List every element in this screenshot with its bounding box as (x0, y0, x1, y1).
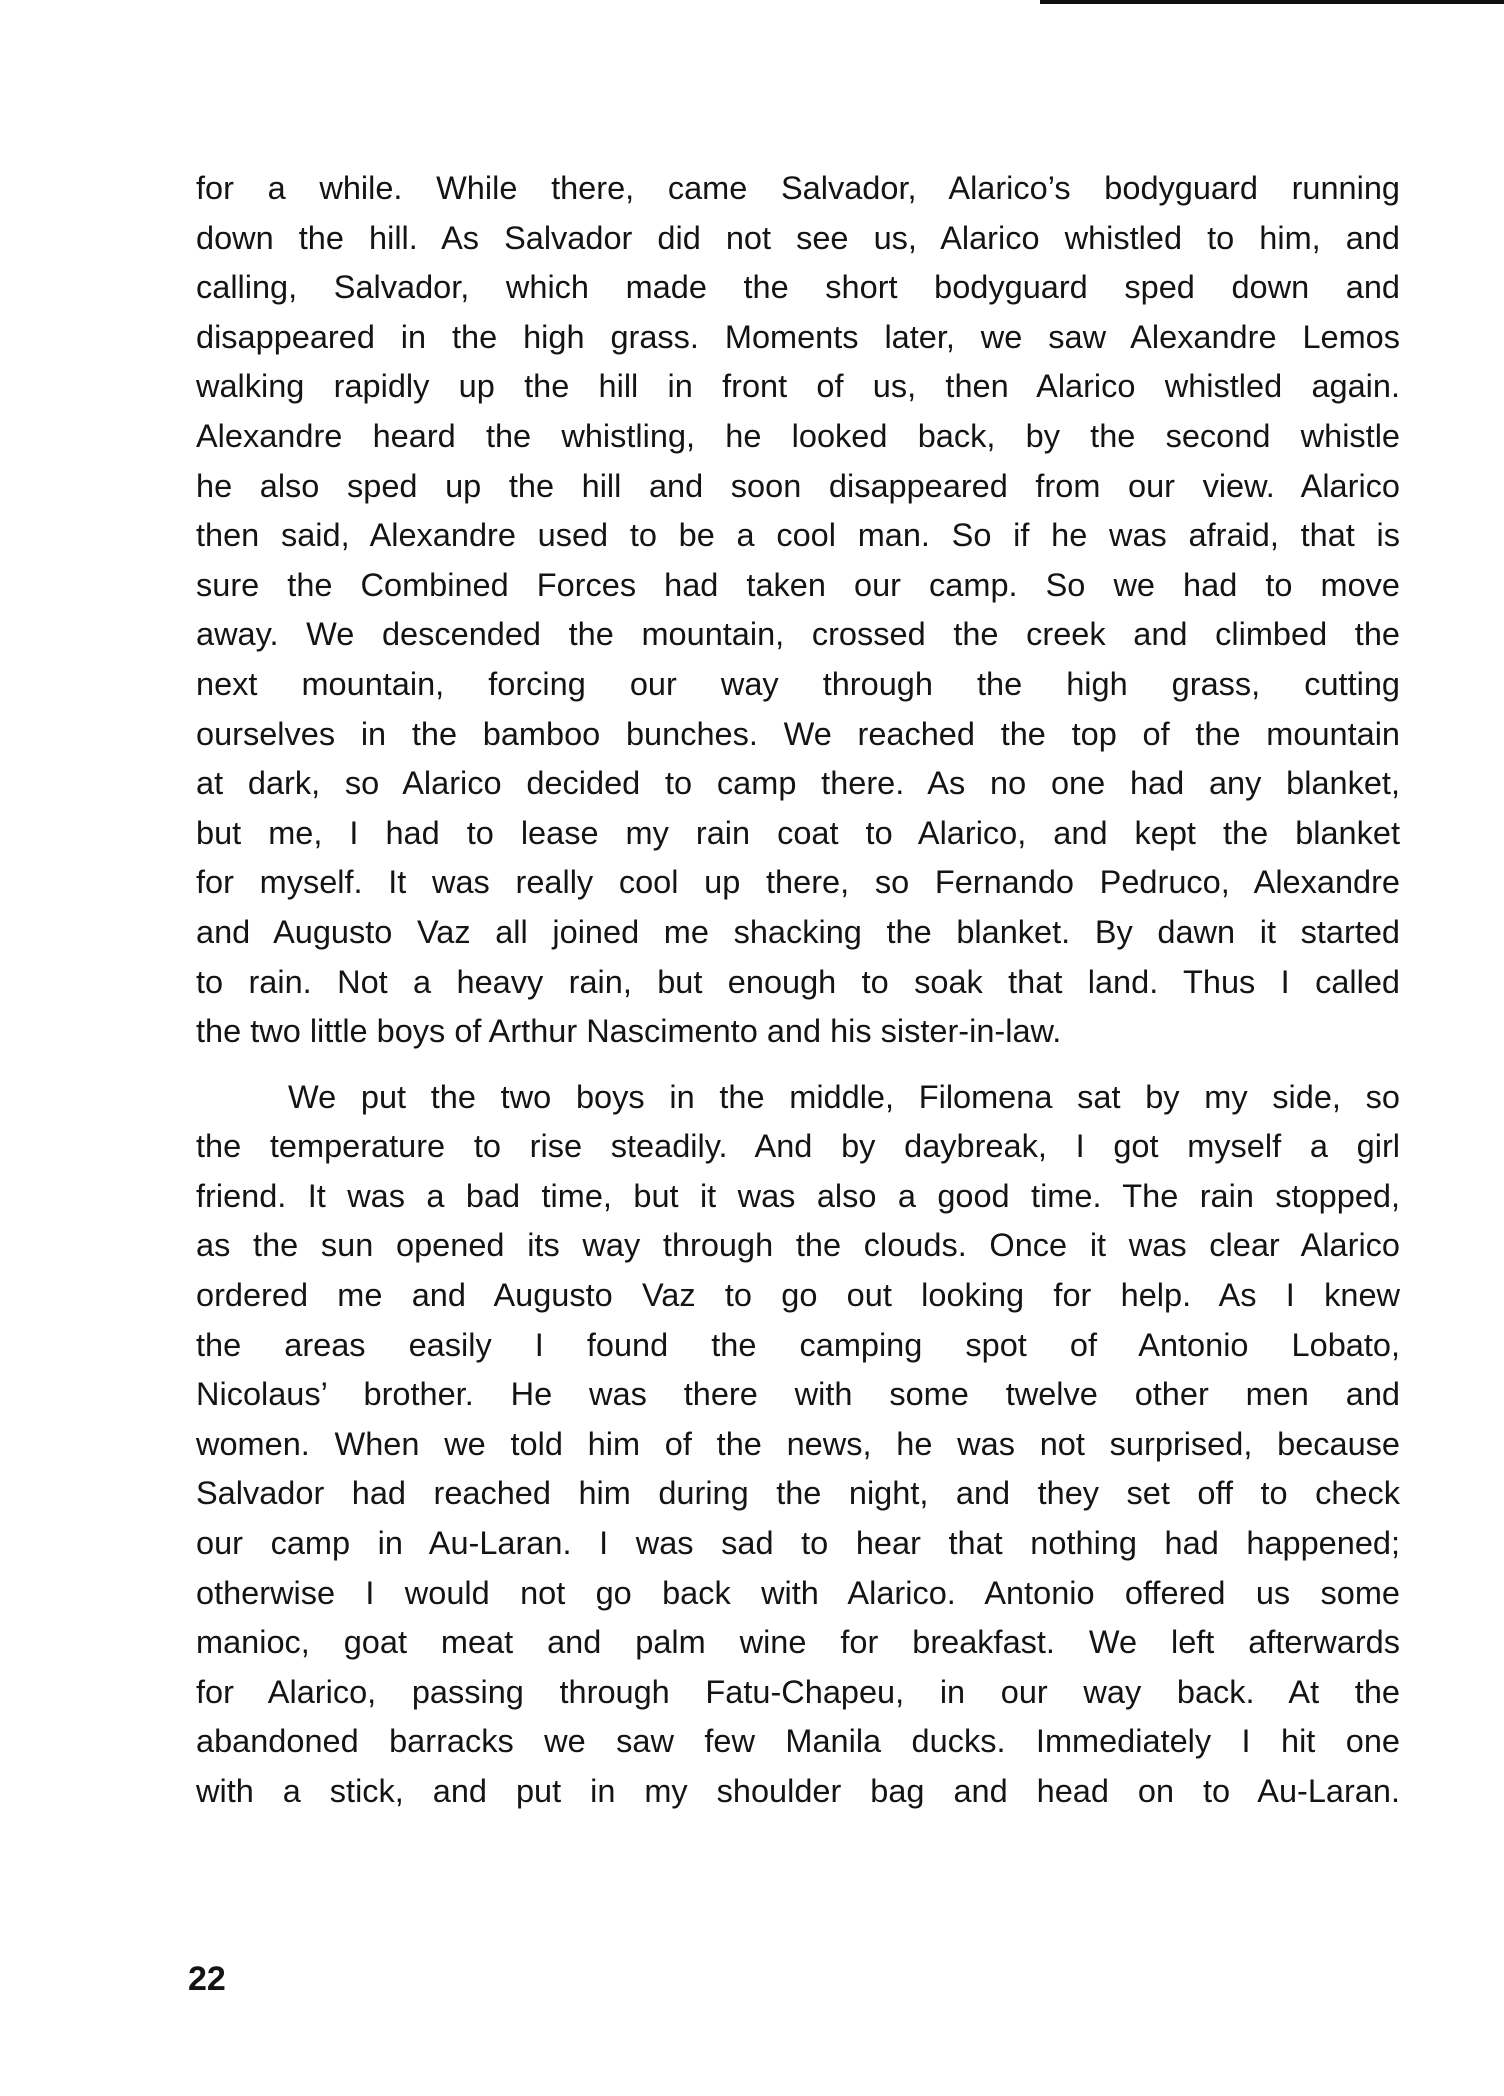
text-line: manioc, goat meat and palm wine for breakfast. We left afterwards (196, 1624, 1400, 1661)
text-line: and Augusto Vaz all joined me shacking the blanket. By dawn it started (196, 913, 1400, 950)
text-line: with a stick, and put in my shoulder bag and head on to Au-Laran. (196, 1773, 1400, 1809)
text-line: Nicolaus’ brother. He was there with some twelve other men and (196, 1376, 1400, 1413)
text-line: at dark, so Alarico decided to camp there. As no one had any blanket, (196, 765, 1400, 802)
text-line: for myself. It was really cool up there, so Fernando Pedruco, Alexandre (196, 864, 1400, 901)
text-line: he also sped up the hill and soon disappeared from our view. Alarico (196, 467, 1400, 504)
page-number: 22 (188, 1960, 226, 1998)
text-line: calling, Salvador, which made the short bodyguard sped down and (196, 269, 1400, 306)
text-line: ourselves in the bamboo bunches. We reached the top of the mountain (196, 715, 1400, 752)
paragraph-gap (196, 1057, 1400, 1073)
text-line: women. When we told him of the news, he was not surprised, because (196, 1425, 1400, 1462)
text-line: the temperature to rise steadily. And by daybreak, I got myself a girl (196, 1128, 1400, 1165)
text-line: as the sun opened its way through the clouds. Once it was clear Alarico (196, 1227, 1400, 1264)
text-line: Salvador had reached him during the night, and they set off to check (196, 1475, 1400, 1512)
text-line: disappeared in the high grass. Moments later, we saw Alexandre Lemos (196, 318, 1400, 355)
text-line: friend. It was a bad time, but it was also a good time. The rain stopped, (196, 1177, 1400, 1214)
text-line: our camp in Au-Laran. I was sad to hear that nothing had happened; (196, 1525, 1400, 1562)
text-line: Alexandre heard the whistling, he looked back, by the second whistle (196, 417, 1400, 454)
text-line: the areas easily I found the camping spot of Antonio Lobato, (196, 1326, 1400, 1363)
text-line: for Alarico, passing through Fatu-Chapeu, in our way back. At the (196, 1673, 1400, 1710)
text-line: We put the two boys in the middle, Filomena sat by my side, so (288, 1078, 1400, 1115)
top-rule (1040, 0, 1504, 4)
text-line: abandoned barracks we saw few Manila ducks. Immediately I hit one (196, 1723, 1400, 1760)
text-line: for a while. While there, came Salvador, Alarico’s bodyguard running (196, 170, 1400, 206)
text-line: away. We descended the mountain, crossed the creek and climbed the (196, 616, 1400, 653)
paragraph-1 (196, 164, 1400, 1057)
text-line: the two little boys of Arthur Nascimento and his sister-in-law. (196, 1013, 1062, 1050)
body-text (196, 164, 1400, 1817)
text-line: down the hill. As Salvador did not see us, Alarico whistled to him, and (196, 219, 1400, 256)
text-line: ordered me and Augusto Vaz to go out looking for help. As I knew (196, 1277, 1400, 1314)
paragraph-2 (196, 1073, 1400, 1817)
text-line: then said, Alexandre used to be a cool man. So if he was afraid, that is (196, 517, 1400, 554)
text-line: to rain. Not a heavy rain, but enough to soak that land. Thus I called (196, 963, 1400, 1000)
text-line: walking rapidly up the hill in front of us, then Alarico whistled again. (196, 368, 1400, 405)
text-line: but me, I had to lease my rain coat to Alarico, and kept the blanket (196, 814, 1400, 851)
text-line: otherwise I would not go back with Alarico. Antonio offered us some (196, 1574, 1400, 1611)
text-line: sure the Combined Forces had taken our camp. So we had to move (196, 566, 1400, 603)
text-line: next mountain, forcing our way through the high grass, cutting (196, 665, 1400, 702)
